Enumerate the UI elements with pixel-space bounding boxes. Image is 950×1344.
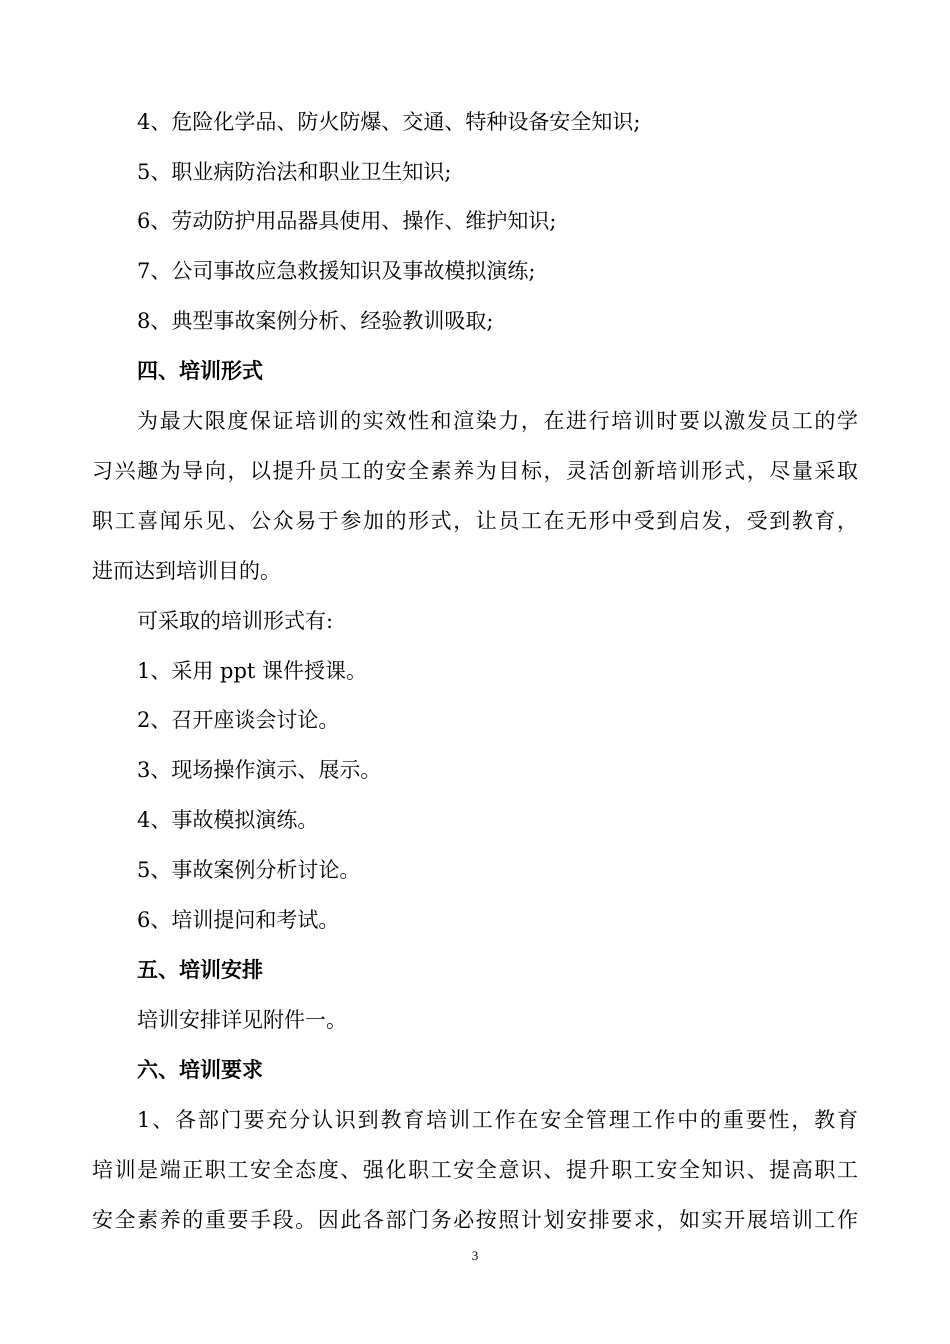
list-item: 2、召开座谈会讨论。 xyxy=(137,708,340,732)
list-item: 5、事故案例分析讨论。 xyxy=(137,858,361,882)
list-item: 4、事故模拟演练。 xyxy=(137,808,319,832)
list-item: 5、职业病防治法和职业卫生知识; xyxy=(137,160,452,184)
list-item: 8、典型事故案例分析、经验教训吸取; xyxy=(137,309,494,333)
paragraph-line: 职工喜闻乐见、公众易于参加的形式，让员工在无形中受到启发，受到教育， xyxy=(92,509,858,533)
page-number: 3 xyxy=(471,1248,479,1263)
paragraph-line: 培训是端正职工安全态度、强化职工安全意识、提升职工安全知识、提高职工 xyxy=(92,1158,858,1182)
paragraph-line: 为最大限度保证培训的实效性和渲染力，在进行培训时要以激发员工的学 xyxy=(137,409,858,433)
forms-intro: 可采取的培训形式有: xyxy=(137,609,334,633)
list-item: 7、公司事故应急救援知识及事故模拟演练; xyxy=(137,259,536,283)
list-item: 6、劳动防护用品器具使用、操作、维护知识; xyxy=(137,209,557,233)
schedule-text: 培训安排详见附件一。 xyxy=(137,1008,347,1032)
paragraph-line: 安全素养的重要手段。因此各部门务必按照计划安排要求，如实开展培训工作 xyxy=(92,1208,858,1232)
list-item: 1、采用 ppt 课件授课。 xyxy=(137,659,368,683)
section-heading-training-form: 四、培训形式 xyxy=(137,358,263,383)
section-heading-training-requirements: 六、培训要求 xyxy=(137,1057,263,1082)
list-item: 4、危险化学品、防火防爆、交通、特种设备安全知识; xyxy=(137,110,641,134)
paragraph-line: 习兴趣为导向，以提升员工的安全素养为目标，灵活创新培训形式，尽量采取 xyxy=(92,459,858,483)
list-item: 3、现场操作演示、展示。 xyxy=(137,758,382,782)
paragraph-line: 1、各部门要充分认识到教育培训工作在安全管理工作中的重要性，教育 xyxy=(137,1108,858,1132)
paragraph-line: 进而达到培训目的。 xyxy=(92,559,281,583)
list-item: 6、培训提问和考试。 xyxy=(137,908,340,932)
section-heading-training-schedule: 五、培训安排 xyxy=(137,957,263,982)
